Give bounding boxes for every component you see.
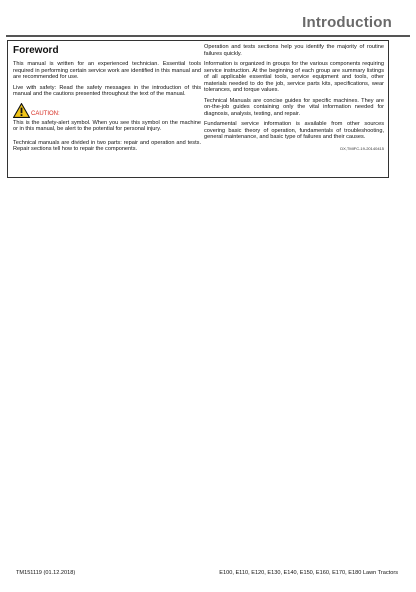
foreword-left-column	[13, 44, 201, 157]
foreword-paragraph-1: This manual is written for an experienced technician. Essential tools required in performing certain service work are identified in this manual and are recommended for use.	[13, 61, 201, 80]
header-rule	[6, 35, 410, 37]
foreword-panel	[7, 40, 389, 178]
warning-triangle-icon	[13, 103, 30, 118]
foreword-paragraph-2: Live with safety: Read the safety messages in the introduction of this manual and the cautions presented throughout the text of the manual.	[13, 84, 201, 97]
foreword-paragraph-5: Operation and tests sections help you identify the majority of routine failures quickly.	[204, 44, 384, 57]
foreword-title: Foreword	[13, 45, 59, 56]
foreword-paragraph-3: This is the safety-alert symbol. When you see this symbol on the machine or in this manual, be alert to the potential for personal injury.	[13, 119, 201, 132]
document-code: DX,TMIFC-19-20140415	[340, 145, 384, 151]
foreword-paragraph-7: Technical Manuals are concise guides for specific machines. They are on-the-job guides containing only the vital information needed for diagnosis, analysis, testing, and repair.	[204, 97, 384, 117]
caution-label: CAUTION:	[31, 110, 60, 117]
header-title: Introduction	[302, 14, 392, 31]
foreword-paragraph-6: Information is organized in groups for the various components requiring service instruction. At the beginning of each group are summary listings of all applicable essential tools, service equipment and tools, other materials needed to do the job, service parts kits, specifications, wear tolerances, and torque values.	[204, 61, 384, 93]
footer-models: E100, E110, E120, E130, E140, E150, E160, E170, E180 Lawn Tractors	[219, 570, 398, 576]
caution-row	[13, 103, 201, 118]
foreword-paragraph-4: Technical manuals are divided in two parts: repair and operation and tests. Repair sections tell how to repair the components.	[13, 139, 201, 152]
footer-manual-id: TM151119 (01.12.2018)	[16, 570, 76, 576]
foreword-paragraph-8: Fundamental service information is available from other sources covering basic theory of operation, fundamentals of troubleshooting, general maintenance, and basic type of failures and their causes.	[204, 121, 384, 140]
foreword-right-column	[204, 44, 384, 151]
